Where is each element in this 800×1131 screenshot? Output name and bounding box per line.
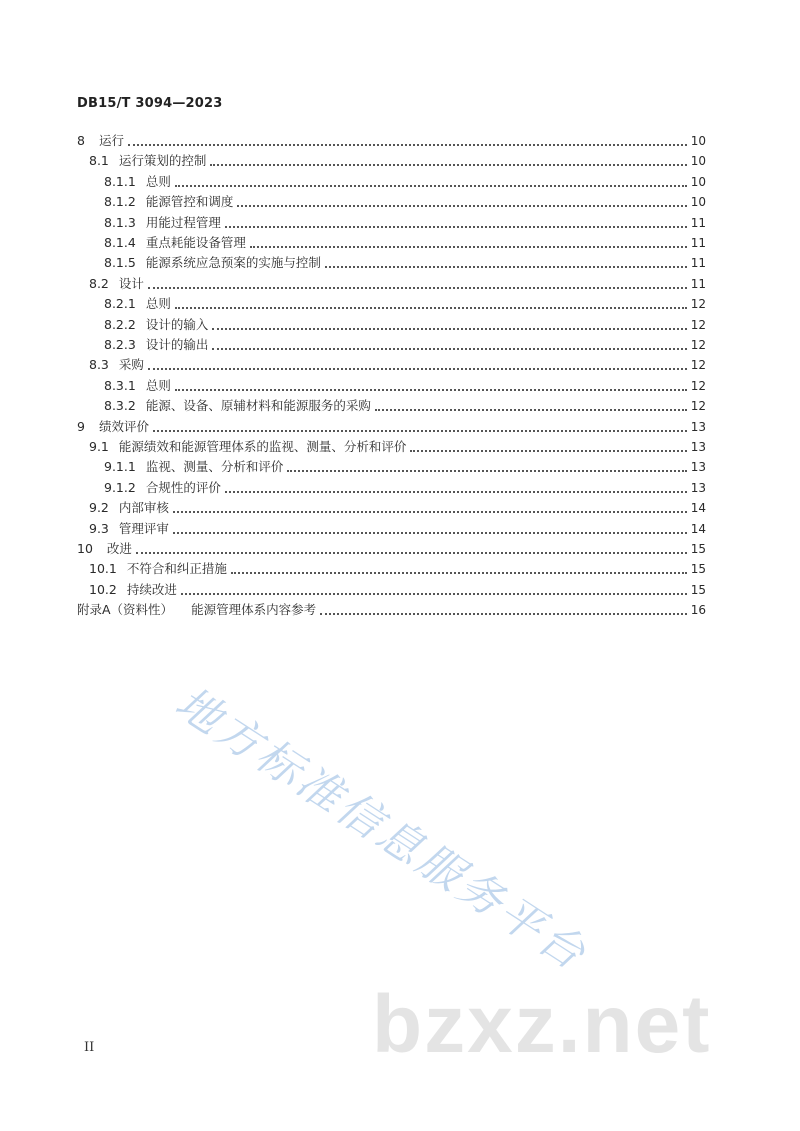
toc-entry[interactable] [104,211,706,231]
toc-entry-number: 9 [77,418,85,434]
toc-leader-dots [320,613,687,615]
toc-leader-dots [375,409,687,411]
toc-entry-page: 13 [690,440,706,454]
toc-entry[interactable] [89,557,706,577]
toc-leader-dots [325,266,687,268]
toc-leader-dots [225,491,687,493]
toc-entry-page: 12 [690,297,706,312]
toc-entry-number: 9.2 [89,500,109,516]
toc-entry-title: 设计的输出 [145,337,209,352]
toc-leader-dots [153,430,687,432]
toc-entry-title: 改进 [106,541,132,556]
toc-entry-page: 11 [690,236,706,250]
toc-entry-title: 持续改进 [126,581,177,597]
toc-entry[interactable] [89,272,706,292]
toc-leader-dots [231,572,687,574]
toc-leader-dots [175,389,687,391]
toc-entry[interactable] [104,333,706,353]
toc-entry-number: 9.1.1 [104,459,136,475]
toc-entry-page: 13 [690,419,706,434]
toc-entry-number: 9.1 [89,439,109,454]
toc-leader-dots [136,552,687,554]
toc-entry-page: 15 [690,542,706,556]
toc-entry-page: 12 [690,358,706,373]
toc-leader-dots [410,450,686,452]
toc-leader-dots [148,287,687,289]
toc-entry[interactable] [89,149,706,169]
toc-entry-number: 10.1 [89,561,117,577]
toc-entry-title: 设计 [118,275,144,291]
toc-entry[interactable] [104,455,706,475]
toc-entry-title: 运行策划的控制 [118,153,207,169]
toc-entry[interactable] [104,313,706,333]
toc-entry-number: 8.3.1 [104,377,136,393]
toc-entry-number: 8.2.1 [104,296,136,312]
toc-entry-title: 能源管理体系内容参考 [191,602,317,618]
toc-entry-page: 11 [690,276,706,291]
toc-entry-title: 用能过程管理 [145,214,221,230]
toc-entry[interactable] [77,129,706,149]
toc-entry[interactable] [89,496,706,516]
toc-entry[interactable] [104,231,706,251]
toc-entry-title: 运行 [98,133,124,148]
toc-entry-number: 8.1.1 [104,173,136,189]
toc-entry-number: 8.1.3 [104,214,136,230]
toc-entry-number: 8.1 [89,153,109,169]
toc-entry-page: 12 [690,317,706,332]
watermark-site: bzxz.net [372,979,712,1070]
toc-entry[interactable] [104,190,706,210]
toc-leader-dots [212,348,686,350]
toc-leader-dots [210,164,686,166]
toc-entry[interactable] [104,292,706,312]
toc-leader-dots [250,246,687,248]
toc-entry[interactable] [104,170,706,190]
toc-entry-page: 12 [690,399,706,414]
toc-entry-number: 8.3 [89,357,109,373]
toc-entry[interactable] [89,435,706,455]
toc-entry-title: 能源、设备、原辅材料和能源服务的采购 [145,398,371,414]
toc-entry-title: 能源系统应急预案的实施与控制 [145,255,321,271]
toc-entry-page: 15 [690,562,706,577]
toc-entry-page: 10 [690,174,706,189]
toc-entry-title: 合规性的评价 [145,479,221,495]
toc-entry-page: 10 [690,154,706,169]
toc-entry-page: 12 [690,338,706,352]
toc-entry-number: 8.2 [89,275,109,291]
toc-entry-title: 设计的输入 [145,316,209,332]
toc-entry-title: 总则 [145,377,171,393]
toc-entry[interactable] [77,537,706,557]
toc-entry-page: 11 [690,215,706,230]
toc-entry[interactable] [89,353,706,373]
toc-entry-title: 重点耗能设备管理 [145,235,246,250]
standard-code: DB15/T 3094—2023 [77,96,223,111]
toc-entry-title: 采购 [118,357,144,373]
toc-entry-page: 10 [690,134,706,148]
toc-entry-page: 13 [690,460,706,475]
toc-entry-number: 8 [77,133,85,148]
toc-entry-page: 15 [690,582,706,597]
toc-entry-number: 8.1.2 [104,194,136,210]
toc-leader-dots [287,470,686,472]
toc-entry[interactable] [89,517,706,537]
toc-entry[interactable] [89,578,706,598]
toc-entry-number: 8.2.2 [104,316,136,332]
toc-leader-dots [173,511,687,513]
toc-entry-title: 能源管控和调度 [145,194,234,210]
toc-entry-page: 14 [690,521,706,536]
toc-entry-number: 8.2.3 [104,337,136,352]
toc-entry-number: 9.1.2 [104,479,136,495]
toc-entry-title: 监视、测量、分析和评价 [145,459,284,475]
toc-entry-page: 16 [690,603,706,618]
toc-entry-title: 总则 [145,173,171,189]
toc-entry-page: 10 [690,195,706,210]
toc-entry-title: 内部审核 [118,500,169,516]
toc-leader-dots [175,185,687,187]
toc-leader-dots [237,205,686,207]
toc-entry[interactable] [104,374,706,394]
toc-entry[interactable] [104,251,706,271]
toc-entry-title: 管理评审 [118,520,169,536]
toc-leader-dots [212,328,686,330]
toc-entry[interactable] [104,476,706,496]
toc-entry-number: 附录A（资料性） [77,602,174,618]
toc-entry-page: 11 [690,256,706,271]
toc-entry-number: 10.2 [89,581,117,597]
page-number: II [84,1040,95,1055]
toc-entry-number: 8.1.5 [104,255,136,271]
toc-entry[interactable] [77,415,706,435]
toc-entry-title: 能源绩效和能源管理体系的监视、测量、分析和评价 [118,439,407,454]
toc-entry-number: 10 [77,541,93,556]
toc-leader-dots [225,226,687,228]
toc-entry-title: 不符合和纠正措施 [126,561,227,577]
toc-leader-dots [173,532,687,534]
toc-entry-number: 8.1.4 [104,235,136,250]
toc-entry-title: 绩效评价 [98,418,149,434]
toc-leader-dots [148,368,687,370]
toc-entry[interactable] [77,598,706,618]
toc-entry-page: 12 [690,378,706,393]
toc-entry-number: 9.3 [89,520,109,536]
toc-leader-dots [175,307,687,309]
toc-entry-title: 总则 [145,296,171,312]
toc-entry-page: 14 [690,501,706,516]
toc-entry[interactable] [104,394,706,414]
toc-entry-number: 8.3.2 [104,398,136,414]
toc-leader-dots [128,144,687,146]
watermark-text: 地方标准信息服务平台 [166,677,597,982]
toc-leader-dots [181,593,687,595]
toc-entry-page: 13 [690,480,706,495]
